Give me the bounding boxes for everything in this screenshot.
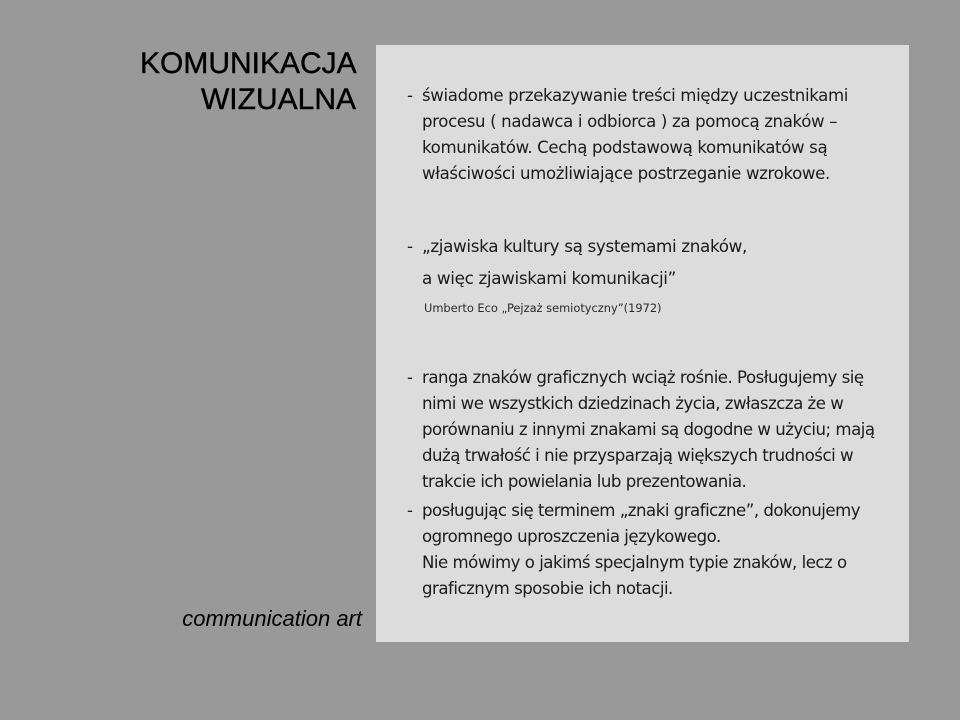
quote-paragraph	[407, 230, 902, 294]
point-2-continuation: Nie mówimy o jakimś specjalnym typie znaków, lecz o graficznym sposobie ich notacji.	[422, 553, 847, 598]
quote-line-1: „zjawiska kultury są systemami znaków,	[422, 236, 748, 256]
quote-citation: Umberto Eco „Pejzaż semiotyczny”(1972)	[424, 301, 662, 315]
intro-paragraph	[407, 83, 902, 187]
bullet-dash: -	[407, 86, 413, 105]
title-line-2: WIZUALNA	[200, 83, 356, 116]
bullet-dash: -	[407, 368, 413, 387]
point-paragraph-1	[407, 365, 902, 495]
title-line-1: KOMUNIKACJA	[140, 47, 357, 80]
point-1-text: ranga znaków graficznych wciąż rośnie. Posługujemy się nimi we wszystkich dziedzinach życia, zwłaszcza że w porównaniu z innymi znakami są dogodne w użyciu; mają dużą trwałość i nie przysparzają większych trudności w trakcie ich powielania lub prezentowania.	[422, 368, 875, 491]
content-panel	[376, 45, 909, 642]
point-2-text: posługując się terminem „znaki graficzne”, dokonujemy ogromnego uproszczenia językowego.	[422, 501, 861, 546]
slide-title	[140, 46, 356, 118]
bullet-dash: -	[407, 236, 413, 256]
bullet-dash: -	[407, 501, 413, 520]
quote-text	[407, 230, 902, 294]
point-paragraph-2	[407, 498, 902, 602]
quote-line-2: a więc zjawiskami komunikacji”	[422, 268, 676, 288]
intro-text: świadome przekazywanie treści między uczestnikami procesu ( nadawca i odbiorca ) za pomocą znaków – komunikatów. Cechą podstawową komunikatów są właściwości umożliwiające postrzeganie wzrokowe.	[422, 86, 849, 183]
slide-subtitle: communication art	[182, 606, 362, 631]
